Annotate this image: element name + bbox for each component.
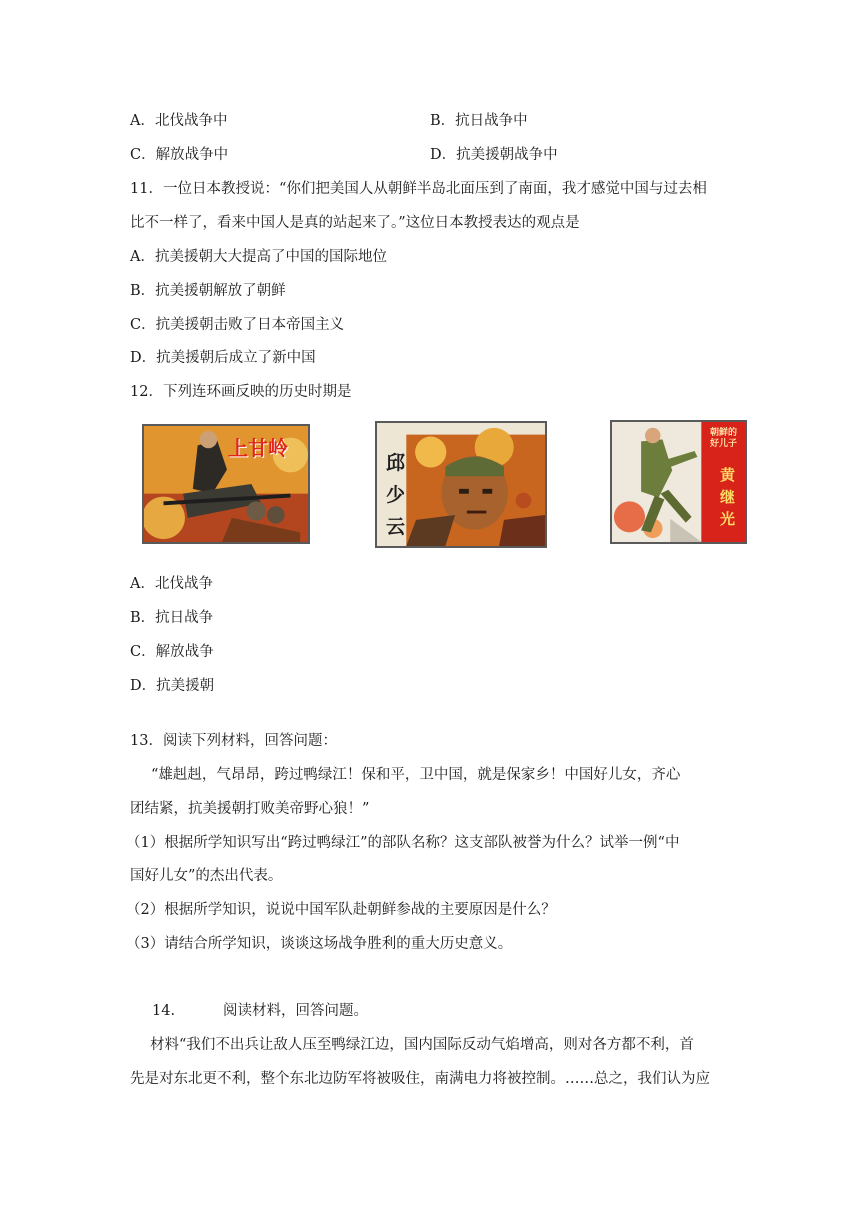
q10-option-b: B．抗日战争中 bbox=[430, 113, 528, 129]
q12-stem: 12．下列连环画反映的历史时期是 bbox=[130, 384, 352, 400]
comic-image-huangjiguang bbox=[610, 420, 747, 544]
q12-option-d: D．抗美援朝 bbox=[130, 678, 215, 694]
q13-sub3: （3）请结合所学知识，谈谈这场战争胜利的重大历史意义。 bbox=[126, 936, 513, 952]
q12-option-c: C．解放战争 bbox=[130, 644, 214, 660]
comic-title-1: 上甘岭 bbox=[228, 436, 288, 460]
q11-option-d: D．抗美援朝后成立了新中国 bbox=[130, 350, 316, 366]
q11-stem-line2: 比不一样了，看来中国人是真的站起来了。”这位日本教授表达的观点是 bbox=[130, 215, 580, 231]
q13-sub2: （2）根据所学知识，说说中国军队赴朝鲜参战的主要原因是什么？ bbox=[126, 902, 556, 918]
q13-quote-line1: “雄赳赳，气昂昂，跨过鸭绿江！保和平，卫中国，就是保家乡！中国好儿女，齐心 bbox=[151, 767, 681, 783]
q12-option-b: B．抗日战争 bbox=[130, 610, 214, 626]
comic-image-qiushaoyun bbox=[375, 421, 547, 548]
q11-option-c: C．抗美援朝击败了日本帝国主义 bbox=[130, 317, 345, 333]
q11-stem-line1: 11．一位日本教授说：“你们把美国人从朝鲜半岛北面压到了南面，我才感觉中国与过去相 bbox=[130, 181, 707, 197]
q10-option-a: A．北伐战争中 bbox=[130, 113, 228, 129]
q13-quote-line2: 团结紧，抗美援朝打败美帝野心狼！” bbox=[130, 801, 370, 817]
q14-number: 14. bbox=[152, 1003, 176, 1019]
comic-title-3: 黄继光 bbox=[720, 466, 736, 528]
q12-option-a: A．北伐战争 bbox=[130, 576, 213, 592]
q14-material-line2: 先是对东北更不利，整个东北边防军将被吸住，南满电力将被控制。……总之，我们认为应 bbox=[130, 1071, 710, 1087]
q10-option-c: C．解放战争中 bbox=[130, 147, 229, 163]
comic-title-2: 邱少云 bbox=[386, 452, 406, 538]
q13-stem: 13．阅读下列材料，回答问题： bbox=[130, 733, 337, 749]
q14-material-line1: 材料“我们不出兵让敌人压至鸭绿江边，国内国际反动气焰增高，则对各方都不利，首 bbox=[150, 1037, 694, 1053]
q11-option-b: B．抗美援朝解放了朝鲜 bbox=[130, 283, 286, 299]
q13-sub1-line1: （1）根据所学知识写出“跨过鸭绿江”的部队名称？这支部队被誉为什么？试举一例“中 bbox=[126, 835, 680, 851]
q11-option-a: A．抗美援朝大大提高了中国的国际地位 bbox=[130, 249, 387, 265]
comic-image-shangganling bbox=[142, 424, 310, 544]
q13-sub1-line2: 国好儿女”的杰出代表。 bbox=[130, 868, 283, 884]
q10-option-d: D．抗美援朝战争中 bbox=[430, 147, 558, 163]
q14-stem: 阅读材料，回答问题。 bbox=[223, 1003, 368, 1019]
comic-subtitle-3: 朝鲜的好儿子 bbox=[710, 428, 738, 449]
